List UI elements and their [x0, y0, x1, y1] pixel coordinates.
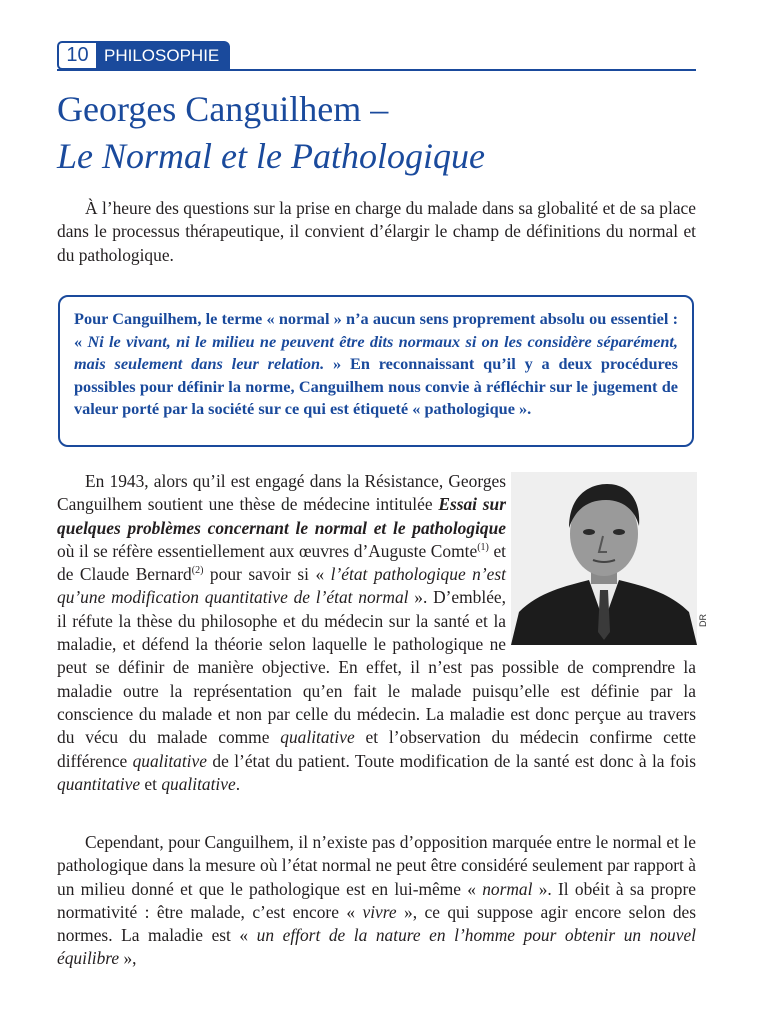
body1-qualitative-1: qualitative — [280, 727, 355, 748]
body2-normal: normal — [482, 878, 533, 899]
body2-text-a: Cependant, pour Canguilhem, il n’existe pas d’opposition marquée entre le normal et le pathologique dans la mesure où l’état normal ne peut être considéré seulement par rapport à un milieu donné et que le pathologique est en lui-même « — [57, 832, 696, 899]
callout-part-2: » En reconnaissant qu’il y a deux procédures possibles pour définir la norme, Canguilhem nous convie à réfléchir sur le jugement de valeur porté par la société sur ce qui est étiqueté « pathologique ». — [74, 354, 678, 419]
body2-text-b: ». Il obéit à sa propre normativité : être malade, c’est encore « — [57, 878, 697, 922]
photo-float-space — [506, 470, 696, 654]
body1-quote: l’état pathologique n’est qu’une modification quantitative de l’état normal — [57, 564, 506, 608]
section-tag: PHILOSOPHIE — [96, 41, 230, 70]
body1-text-g: de l’état du patient. Toute modification de la santé est donc à la fois — [206, 750, 696, 771]
body2-text-d: », — [119, 948, 137, 969]
body1-text-a: En 1943, alors qu’il est engagé dans la Résistance, Georges Canguilhem soutient une thèse de médecine intitulée — [57, 471, 506, 515]
body1-text-d: pour savoir si « — [203, 564, 331, 585]
callout-part-1: Pour Canguilhem, le terme « normal » n’a aucun sens proprement absolu ou essentiel : « — [74, 309, 678, 351]
body1-text-b: où il se réfère essentiellement aux œuvres d’Auguste Comte — [57, 540, 478, 561]
callout-quote: Ni le vivant, ni le milieu ne peuvent être dits normaux si on les considère séparément, mais seulement dans leur relation. — [74, 331, 679, 374]
title-line-1: Georges Canguilhem – — [57, 89, 389, 129]
title-line-2: Le Normal et le Pathologique — [57, 136, 485, 176]
body2-text-c: », ce qui suppose agir encore selon des normes. La maladie est « — [57, 901, 696, 946]
work-title: Essai sur quelques problèmes concernant le normal et le pathologique — [57, 494, 506, 538]
page-header — [57, 40, 696, 71]
callout-box — [58, 295, 694, 447]
body1-qualitative-3: qualitative — [161, 773, 236, 794]
body2-quote: un effort de la nature en l’homme pour obtenir un nouvel équilibre — [57, 925, 696, 969]
footnote-ref-2: (2) — [191, 565, 204, 577]
photo-credit: DR — [698, 614, 708, 627]
body2-vivre: vivre — [362, 901, 397, 922]
intro-text: À l’heure des questions sur la prise en charge du malade dans sa globalité et de sa place dans le processus thérapeutique, il convient d’élargir le champ de définitions du normal et du pathologique. — [57, 198, 696, 265]
body1-text-h: et — [140, 773, 162, 794]
body-paragraph-1 — [57, 470, 696, 796]
body1-text-e: ». D’emblée, il réfute la thèse du philosophe et du médecin sur la santé et la maladie, et défend la théorie selon laquelle le pathologique ne peut se définir de manière objective. En effet, il n’est pas possible de comprendre la maladie outre la représentation qu’en fait le malade puisqu’elle est définie par la conscience du malade et non par celle du médecin. La maladie est donc perçue au travers du vécu du malade comme — [57, 587, 696, 748]
intro-paragraph — [57, 197, 696, 267]
body1-qualitative-2: qualitative — [132, 750, 207, 771]
body1-quantitative: quantitative — [57, 773, 141, 794]
body1-text-f: et l’observation du médecin confirme cette différence — [57, 727, 696, 771]
callout-text — [74, 308, 678, 421]
body1-text-i: . — [235, 773, 241, 794]
page-number: 10 — [57, 41, 96, 70]
body-paragraph-2 — [57, 831, 696, 971]
article-title — [57, 86, 697, 180]
footnote-ref-1: (1) — [477, 542, 489, 554]
body1-text-c: et de Claude Bernard — [57, 540, 507, 585]
